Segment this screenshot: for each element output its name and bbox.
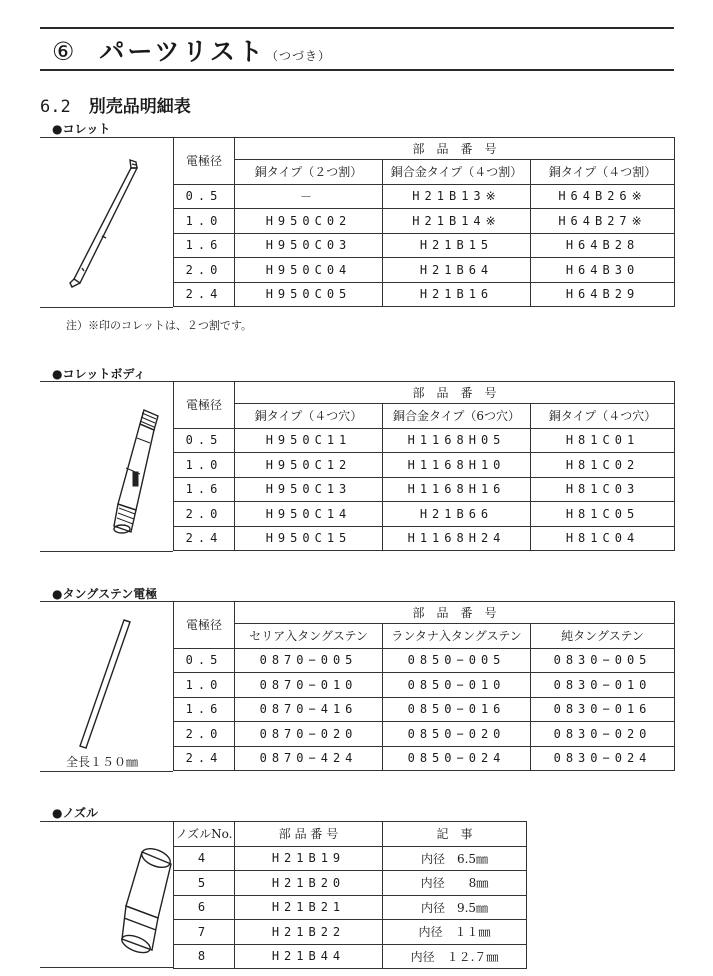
table-row <box>174 648 675 673</box>
collet-body-drawing <box>40 382 173 553</box>
part-number-cell: H950C13 <box>235 477 383 502</box>
diameter-cell: 2.4 <box>174 526 235 551</box>
table-row <box>174 233 675 258</box>
part-number-cell: H950C12 <box>235 453 383 478</box>
section-number: ⑥ <box>52 37 78 66</box>
table-row <box>174 895 527 920</box>
collet-body-diameter-header: 電極径 <box>174 382 235 429</box>
table-row <box>174 846 527 871</box>
diameter-cell: 1.6 <box>174 477 235 502</box>
part-number-cell: 0870−416 <box>235 697 383 722</box>
part-number-cell: H1168H16 <box>383 477 531 502</box>
category-tungsten: ●タングステン電極 <box>52 587 158 601</box>
table-row <box>174 258 675 283</box>
tungsten-diameter-header: 電極径 <box>174 602 235 649</box>
part-number-cell: 0870−020 <box>235 722 383 747</box>
category-nozzle: ●ノズル <box>52 806 98 820</box>
collet-body-col-header: 銅タイプ（４つ穴） <box>531 404 675 429</box>
diameter-cell: 0.5 <box>174 648 235 673</box>
part-number-cell: 0850−016 <box>383 697 531 722</box>
diameter-cell: 0.5 <box>174 428 235 453</box>
subsection-title <box>40 92 191 117</box>
part-number-cell: H64B30 <box>531 258 675 283</box>
part-number-cell: H64B29 <box>531 282 675 307</box>
part-number-cell: H950C02 <box>235 209 383 234</box>
part-number-cell: － <box>235 184 383 209</box>
table-row <box>174 453 675 478</box>
page-title <box>52 32 331 68</box>
part-number-cell: 0830−024 <box>531 746 675 771</box>
collet-body-col-header: 銅タイプ（４つ穴） <box>235 404 383 429</box>
table-row <box>174 184 675 209</box>
part-number-cell: 0830−020 <box>531 722 675 747</box>
collet-body-col-header: 銅合金タイプ（6つ穴） <box>383 404 531 429</box>
collet-body-table <box>173 381 675 551</box>
part-number-cell: H21B14※ <box>383 209 531 234</box>
category-collet: ●コレット <box>52 122 111 136</box>
part-number-cell: 0850−010 <box>383 673 531 698</box>
diameter-cell: 2.0 <box>174 722 235 747</box>
table-row <box>174 871 527 896</box>
part-number-cell: 0830−005 <box>531 648 675 673</box>
diameter-cell: 1.6 <box>174 233 235 258</box>
tungsten-col-header: ランタナ入タングステン <box>383 624 531 649</box>
nozzle-part-header: 部 品 番 号 <box>235 822 383 847</box>
diameter-cell: 1.0 <box>174 673 235 698</box>
part-number-cell: H21B44 <box>235 944 383 969</box>
diameter-cell: 2.4 <box>174 746 235 771</box>
title-rule-bottom <box>40 69 674 71</box>
tungsten-table <box>173 601 675 771</box>
title-rule-top <box>40 27 674 29</box>
table-row <box>174 428 675 453</box>
diameter-cell: 1.6 <box>174 697 235 722</box>
table-row <box>174 697 675 722</box>
part-number-cell: 0850−005 <box>383 648 531 673</box>
part-number-cell: H21B15 <box>383 233 531 258</box>
table-row <box>174 673 675 698</box>
part-number-cell: H1168H24 <box>383 526 531 551</box>
table-row <box>174 282 675 307</box>
diameter-cell: 2.4 <box>174 282 235 307</box>
part-number-cell: H950C04 <box>235 258 383 283</box>
part-number-cell: H81C04 <box>531 526 675 551</box>
table-row <box>174 477 675 502</box>
table-row <box>174 944 527 969</box>
collet-group-header: 部 品 番 号 <box>235 138 675 160</box>
nozzle-note-cell: 内径 9.5㎜ <box>383 895 527 920</box>
subsection-number: 6.2 <box>40 97 71 117</box>
diameter-cell: 2.0 <box>174 502 235 527</box>
tungsten-illustration-frame <box>40 601 173 772</box>
collet-note: 注）※印のコレットは、２つ割です。 <box>66 319 253 332</box>
collet-col-header: 銅合金タイプ（４つ割） <box>383 160 531 185</box>
part-number-cell: 0830−010 <box>531 673 675 698</box>
diameter-cell: 0.5 <box>174 184 235 209</box>
part-number-cell: H81C05 <box>531 502 675 527</box>
part-number-cell: 0830−016 <box>531 697 675 722</box>
diameter-cell: 1.0 <box>174 453 235 478</box>
part-number-cell: H950C11 <box>235 428 383 453</box>
collet-col-header: 銅タイプ（４つ割） <box>531 160 675 185</box>
nozzle-note-cell: 内径 １２.７㎜ <box>383 944 527 969</box>
table-row <box>174 526 675 551</box>
collet-illustration-frame <box>40 137 173 308</box>
part-number-cell: H21B20 <box>235 871 383 896</box>
table-row <box>174 746 675 771</box>
collet-col-header: 銅タイプ（２つ割） <box>235 160 383 185</box>
nozzle-no-cell: 7 <box>174 920 235 945</box>
part-number-cell: H950C03 <box>235 233 383 258</box>
nozzle-no-cell: 8 <box>174 944 235 969</box>
subsection-text: 別売品明細表 <box>88 97 191 117</box>
part-number-cell: 0850−024 <box>383 746 531 771</box>
nozzle-no-cell: 6 <box>174 895 235 920</box>
part-number-cell: H64B26※ <box>531 184 675 209</box>
collet-drawing <box>40 138 173 309</box>
part-number-cell: 0870−010 <box>235 673 383 698</box>
nozzle-illustration-frame <box>40 821 173 968</box>
part-number-cell: H21B16 <box>383 282 531 307</box>
tungsten-col-header: 純タングステン <box>531 624 675 649</box>
nozzle-note-header: 記 事 <box>383 822 527 847</box>
title-suffix: （つづき） <box>265 49 331 63</box>
nozzle-no-cell: 4 <box>174 846 235 871</box>
part-number-cell: H950C14 <box>235 502 383 527</box>
part-number-cell: H21B22 <box>235 920 383 945</box>
part-number-cell: H21B13※ <box>383 184 531 209</box>
part-number-cell: H21B21 <box>235 895 383 920</box>
part-number-cell: H950C15 <box>235 526 383 551</box>
nozzle-note-cell: 内径 １１㎜ <box>383 920 527 945</box>
table-row <box>174 209 675 234</box>
part-number-cell: H21B66 <box>383 502 531 527</box>
part-number-cell: H64B27※ <box>531 209 675 234</box>
part-number-cell: H1168H05 <box>383 428 531 453</box>
part-number-cell: H64B28 <box>531 233 675 258</box>
nozzle-no-cell: 5 <box>174 871 235 896</box>
title-text: パーツリスト <box>99 37 266 66</box>
table-row <box>174 502 675 527</box>
part-number-cell: H81C01 <box>531 428 675 453</box>
tungsten-drawing <box>40 602 173 773</box>
collet-body-illustration-frame <box>40 381 173 552</box>
nozzle-drawing <box>40 822 173 969</box>
tungsten-col-header: セリア入タングステン <box>235 624 383 649</box>
part-number-cell: H950C05 <box>235 282 383 307</box>
collet-table <box>173 137 675 307</box>
part-number-cell: H21B64 <box>383 258 531 283</box>
part-number-cell: 0850−020 <box>383 722 531 747</box>
tungsten-group-header: 部 品 番 号 <box>235 602 675 624</box>
part-number-cell: 0870−424 <box>235 746 383 771</box>
part-number-cell: H81C02 <box>531 453 675 478</box>
collet-body-group-header: 部 品 番 号 <box>235 382 675 404</box>
part-number-cell: H81C03 <box>531 477 675 502</box>
part-number-cell: 0870−005 <box>235 648 383 673</box>
diameter-cell: 2.0 <box>174 258 235 283</box>
table-row <box>174 920 527 945</box>
part-number-cell: H1168H10 <box>383 453 531 478</box>
category-collet-body: ●コレットボディ <box>52 367 146 381</box>
nozzle-note-cell: 内径 8㎜ <box>383 871 527 896</box>
part-number-cell: H21B19 <box>235 846 383 871</box>
table-row <box>174 722 675 747</box>
nozzle-note-cell: 内径 6.5㎜ <box>383 846 527 871</box>
nozzle-table <box>173 821 527 969</box>
tungsten-length-label: 全長１５０㎜ <box>66 755 139 769</box>
nozzle-no-header: ノズルNo. <box>174 822 235 847</box>
collet-diameter-header: 電極径 <box>174 138 235 185</box>
diameter-cell: 1.0 <box>174 209 235 234</box>
